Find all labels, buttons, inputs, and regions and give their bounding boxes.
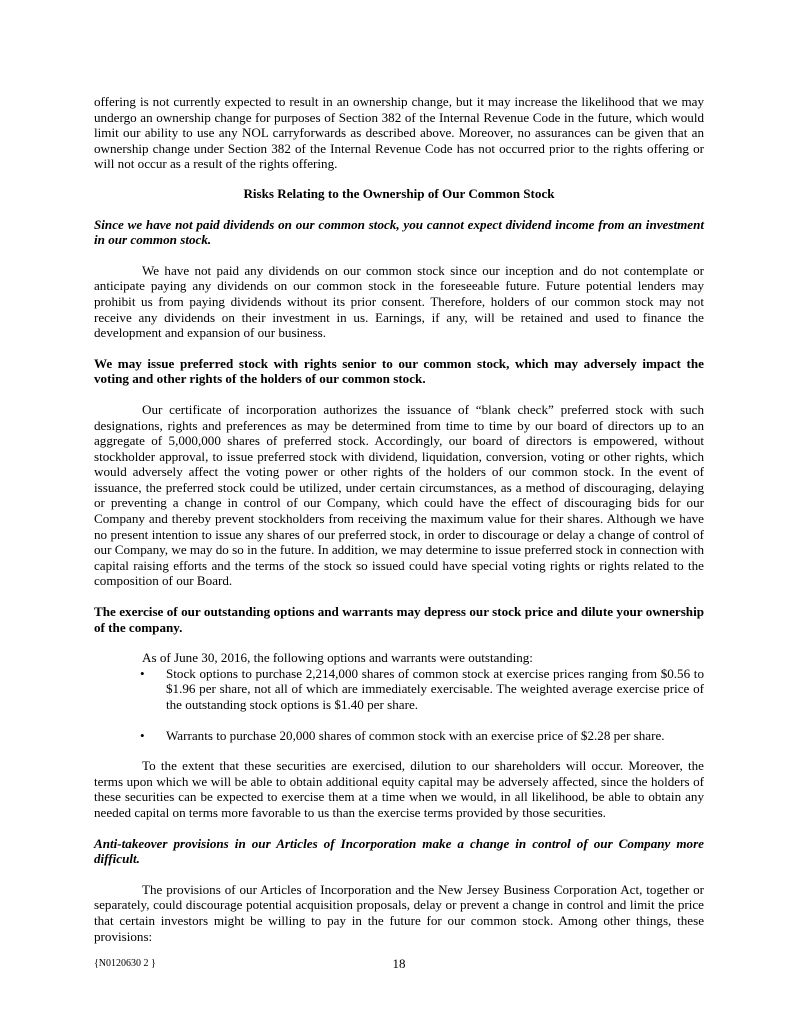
document-id: {N0120630 2 } <box>94 958 156 969</box>
list-item <box>94 666 704 713</box>
document-body <box>94 94 704 944</box>
risk-heading-preferred-stock: We may issue preferred stock with rights senior to our common stock, which may adversely impact the voting and other rights of the holders of our common stock. <box>94 355 704 387</box>
list-item-text: Stock options to purchase 2,214,000 shares of common stock at exercise prices ranging from $0.56 to $1.96 per share, not all of which are immediately exercisable. The weighted average exercise price of the outstanding stock options is $1.40 per share. <box>166 665 704 712</box>
section-heading: Risks Relating to the Ownership of Our Common Stock <box>243 185 555 201</box>
bullet-icon: • <box>140 665 145 681</box>
list-item-text: Warrants to purchase 20,000 shares of common stock with an exercise price of $2.28 per share. <box>166 727 665 743</box>
page-number: 18 <box>392 956 406 971</box>
paragraph-options-intro: As of June 30, 2016, the following options and warrants were outstanding: <box>142 650 533 666</box>
risk-heading-antitakeover: Anti-takeover provisions in our Articles of Incorporation make a change in control of our Company more difficult. <box>94 835 704 867</box>
list-item <box>94 728 704 744</box>
paragraph-rights-offering: offering is not currently expected to result in an ownership change, but it may increase the likelihood that we may undergo an ownership change for purposes of Section 382 of the Internal Revenue Code in the future, which would limit our ability to use any NOL carryforwards as described above. Moreover, no assurances can be given that an ownership change under Section 382 of the Internal Revenue Code has not occurred prior to the rights offering or will not occur as a result of the rights offering. <box>94 94 704 172</box>
bullet-icon: • <box>140 727 145 743</box>
risk-heading-options-warrants: The exercise of our outstanding options and warrants may depress our stock price and dilute your ownership of the company. <box>94 604 704 635</box>
paragraph-dividends: We have not paid any dividends on our common stock since our inception and do not contemplate or anticipate paying any dividends on our common stock in the foreseeable future. Future potential lenders may prohibit us from paying dividends without its prior consent. Therefore, holders of our common stock may not receive any dividends on their investment in us. Earnings, if any, will be retained and used to finance the development and expansion of our business. <box>94 262 704 341</box>
paragraph-preferred-stock: Our certificate of incorporation authorizes the issuance of “blank check” preferred stock with such designations, rights and preferences as may be determined from time to time by our board of directors up to an aggregate of 5,000,000 shares of preferred stock. Accordingly, our board of directors is empowered, without stockholder approval, to issue preferred stock with dividend, liquidation, conversion, voting or other rights, which would adversely affect the voting power or other rights of the holders of our common stock. In the event of issuance, the preferred stock could be utilized, under certain circumstances, as a method of discouraging, delaying or preventing a change in control of our Company, which could have the effect of discouraging bids for our Company and thereby prevent stockholders from receiving the maximum value for their shares. Although we have no present intention to issue any shares of our preferred stock, in order to discourage or delay a change of control of our Company, we may do so in the future. In addition, we may determine to issue preferred stock in connection with capital raising efforts and the terms of the stock so issued could have special voting rights or rights related to the composition of our Board. <box>94 401 704 589</box>
risk-heading-dividends: Since we have not paid dividends on our common stock, you cannot expect dividend income from an investment in our common stock. <box>94 216 704 248</box>
paragraph-options-dilution: To the extent that these securities are exercised, dilution to our shareholders will occur. Moreover, the terms upon which we will be able to obtain additional equity capital may be adversely affected, since the holders of these securities can be expected to exercise them at a time when we would, in all likelihood, be able to obtain any needed capital on terms more favorable to us than the exercise terms provided by those securities. <box>94 758 704 820</box>
options-bullet-list <box>94 666 704 743</box>
paragraph-antitakeover: The provisions of our Articles of Incorporation and the New Jersey Business Corporation Act, together or separately, could discourage potential acquisition proposals, delay or prevent a change in control and limit the price that certain investors might be willing to pay in the future for our common stock. Among other things, these provisions: <box>94 881 704 944</box>
page-footer <box>94 956 704 972</box>
